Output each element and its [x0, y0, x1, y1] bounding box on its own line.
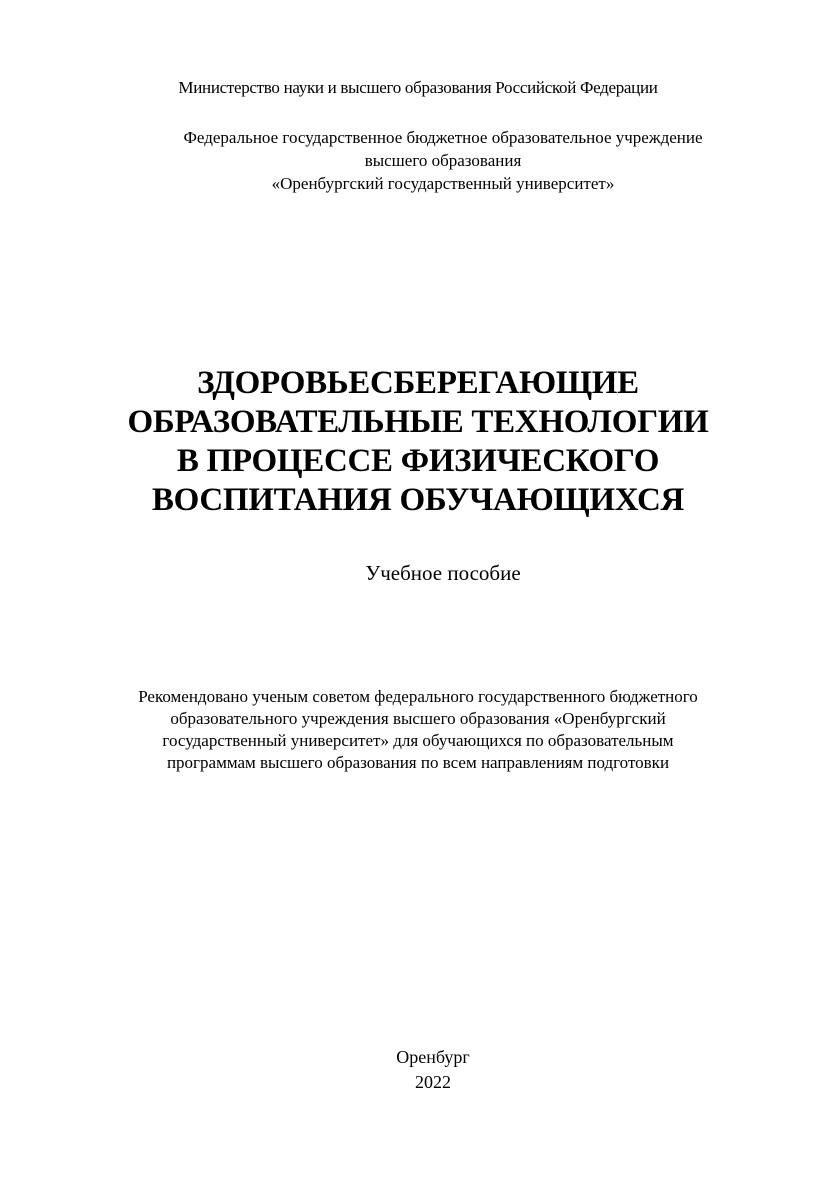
document-subtitle: Учебное пособие: [365, 561, 521, 585]
title-line: ЗДОРОВЬЕСБЕРЕГАЮЩИЕ: [197, 365, 639, 401]
publication-year: 2022: [415, 1072, 451, 1092]
document-title: [0, 364, 836, 520]
title-line: ВОСПИТАНИЯ ОБУЧАЮЩИХСЯ: [151, 482, 685, 518]
institution-block: [0, 126, 836, 195]
recommendation-block: [0, 686, 836, 774]
institution-line: высшего образования: [364, 151, 522, 170]
title-line: ОБРАЗОВАТЕЛЬНЫЕ ТЕХНОЛОГИИ: [127, 404, 709, 440]
title-line: В ПРОЦЕССЕ ФИЗИЧЕСКОГО: [176, 443, 660, 479]
ministry-heading: Министерство науки и высшего образования Российской Федерации: [178, 78, 658, 97]
recommendation-line: программам высшего образования по всем направлениям подготовки: [166, 753, 670, 772]
recommendation-line: Рекомендовано ученым советом федерального государственного бюджетного: [138, 687, 698, 706]
institution-line: «Оренбургский государственный университет»: [271, 174, 615, 193]
publication-city: Оренбург: [396, 1047, 470, 1067]
recommendation-line: государственный университет» для обучающихся по образовательным: [162, 731, 674, 750]
recommendation-line: образовательного учреждения высшего образования «Оренбургский: [170, 709, 666, 728]
institution-line: Федеральное государственное бюджетное образовательное учреждение: [183, 128, 703, 147]
